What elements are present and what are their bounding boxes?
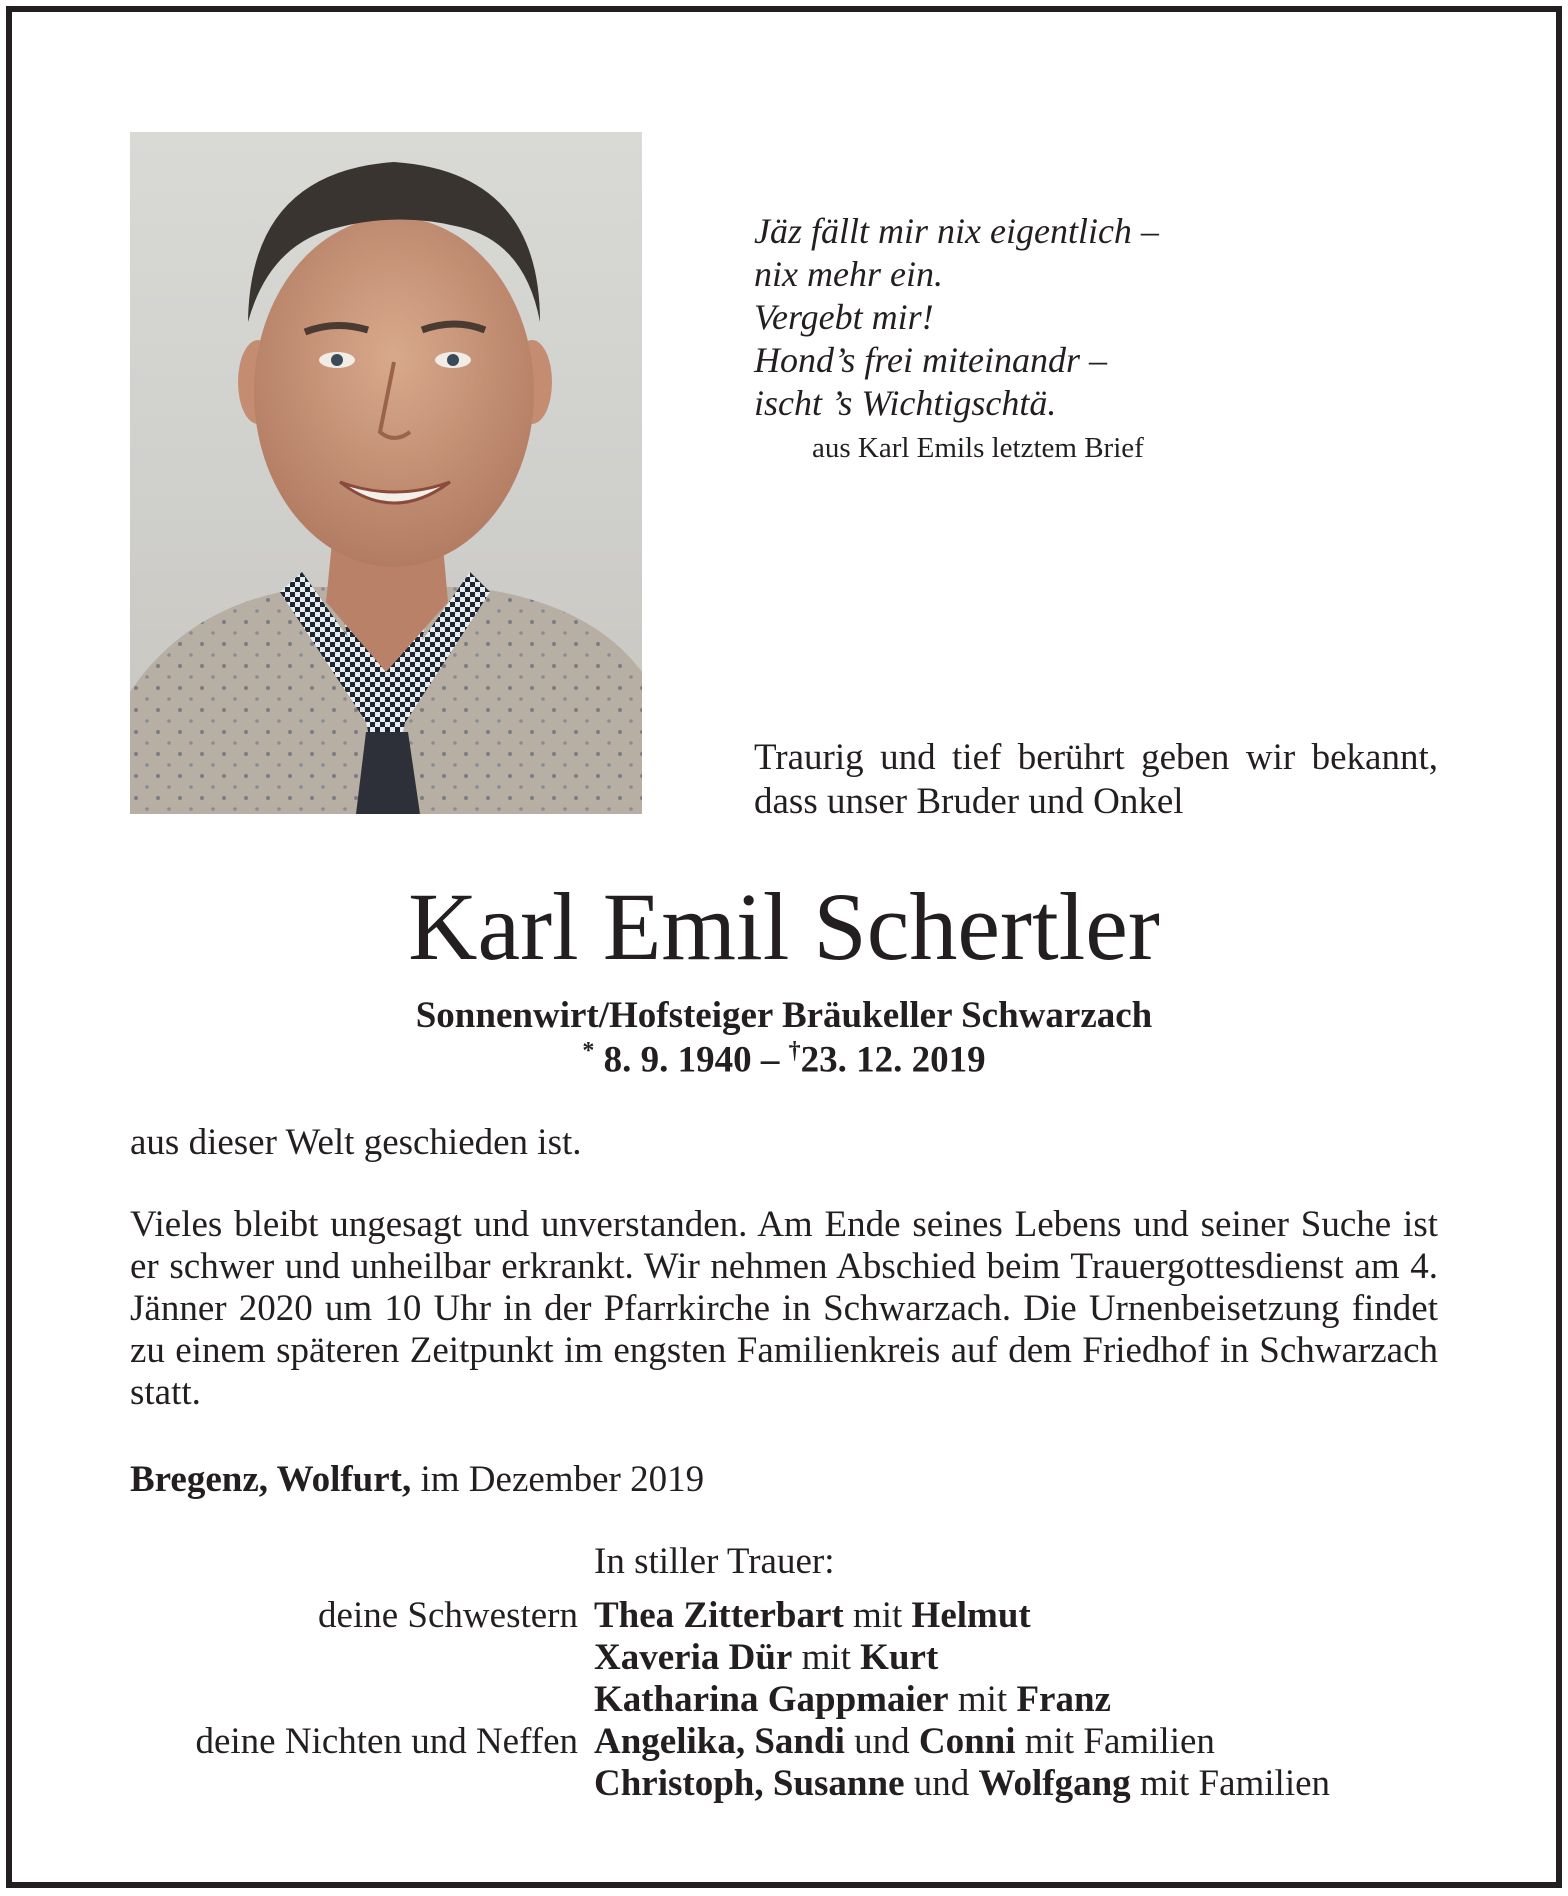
mourner-name: Wolfgang [978, 1763, 1131, 1804]
life-dates [0, 1038, 1568, 1081]
mourner-name: Conni [918, 1721, 1016, 1762]
quote-line: nix mehr ein. [754, 254, 943, 294]
mourner-name: Katharina Gappmaier [594, 1679, 949, 1720]
intro-text: Traurig und tief berührt geben wir bekannt, dass unser Bruder und Onkel [754, 737, 1438, 822]
quote-line: Jäz fällt mir nix eigentlich – [754, 211, 1159, 251]
portrait-illustration [130, 132, 642, 814]
mourner-conj: mit [792, 1637, 861, 1678]
mourner-name: Christoph, Susanne [594, 1763, 905, 1804]
quote-block [754, 210, 1159, 425]
mourner-tail: mit Familien [1130, 1763, 1331, 1804]
business-name: Sonnenwirt/Hofsteiger Bräukeller Schwarzach [415, 995, 1153, 1036]
place-names: Bregenz, Wolfurt, [130, 1459, 412, 1500]
passed-text: aus dieser Welt geschieden ist. [130, 1122, 582, 1163]
mourner-name: Angelika, Sandi [594, 1721, 845, 1762]
quote-line: Hond’s frei miteinandr – [754, 340, 1108, 380]
death-date: 23. 12. 2019 [800, 1039, 986, 1081]
main-paragraph: Vieles bleibt ungesagt und unverstanden. Am Ende seines Lebens und seiner Suche ist er schwer und unheilbar erkrankt. Wir nehmen Abschied beim Trauergottesdienst am 4. Jänner 2020 um 10 Uhr in der Pfarrkirche in Schwarzach. Die Urnenbeisetzung findet zu einem späteren Zeitpunkt im engsten Familienkreis auf dem Friedhof in Schwarzach statt. [130, 1204, 1438, 1413]
place-date [130, 1458, 704, 1501]
mourner-conj: mit [843, 1595, 912, 1636]
mourner-row [594, 1678, 1111, 1721]
mourner-conj: mit [948, 1679, 1017, 1720]
mourner-name: Thea Zitterbart [594, 1595, 844, 1636]
deceased-name: Karl Emil Schertler [408, 873, 1160, 980]
mourner-row [594, 1762, 1330, 1805]
mourner-conj: und [904, 1763, 979, 1804]
mourner-row [594, 1720, 1215, 1763]
mourner-conj: und [844, 1721, 919, 1762]
mourner-partner: Franz [1016, 1679, 1111, 1720]
mourner-name: Xaveria Dür [594, 1637, 793, 1678]
nieces-label: deine Nichten und Neffen [195, 1721, 578, 1762]
place-month: im Dezember 2019 [411, 1459, 705, 1500]
date-dash: – [751, 1039, 789, 1081]
mourner-partner: Kurt [860, 1637, 939, 1678]
sisters-label: deine Schwestern [318, 1595, 578, 1636]
quote-line: ischt ’s Wichtigschtä. [754, 383, 1057, 423]
mourner-row [594, 1594, 1031, 1637]
mourner-tail: mit Familien [1015, 1721, 1215, 1762]
quote-line: Vergebt mir! [754, 297, 934, 337]
mourner-row [594, 1636, 938, 1679]
quote-source: aus Karl Emils letztem Brief [812, 432, 1144, 464]
birth-symbol: * [582, 1038, 595, 1064]
mourners-title: In stiller Trauer: [594, 1541, 835, 1582]
portrait-photo [130, 132, 642, 814]
birth-date: 8. 9. 1940 [603, 1039, 752, 1081]
mourner-partner: Helmut [911, 1595, 1031, 1636]
death-symbol: † [788, 1038, 801, 1064]
